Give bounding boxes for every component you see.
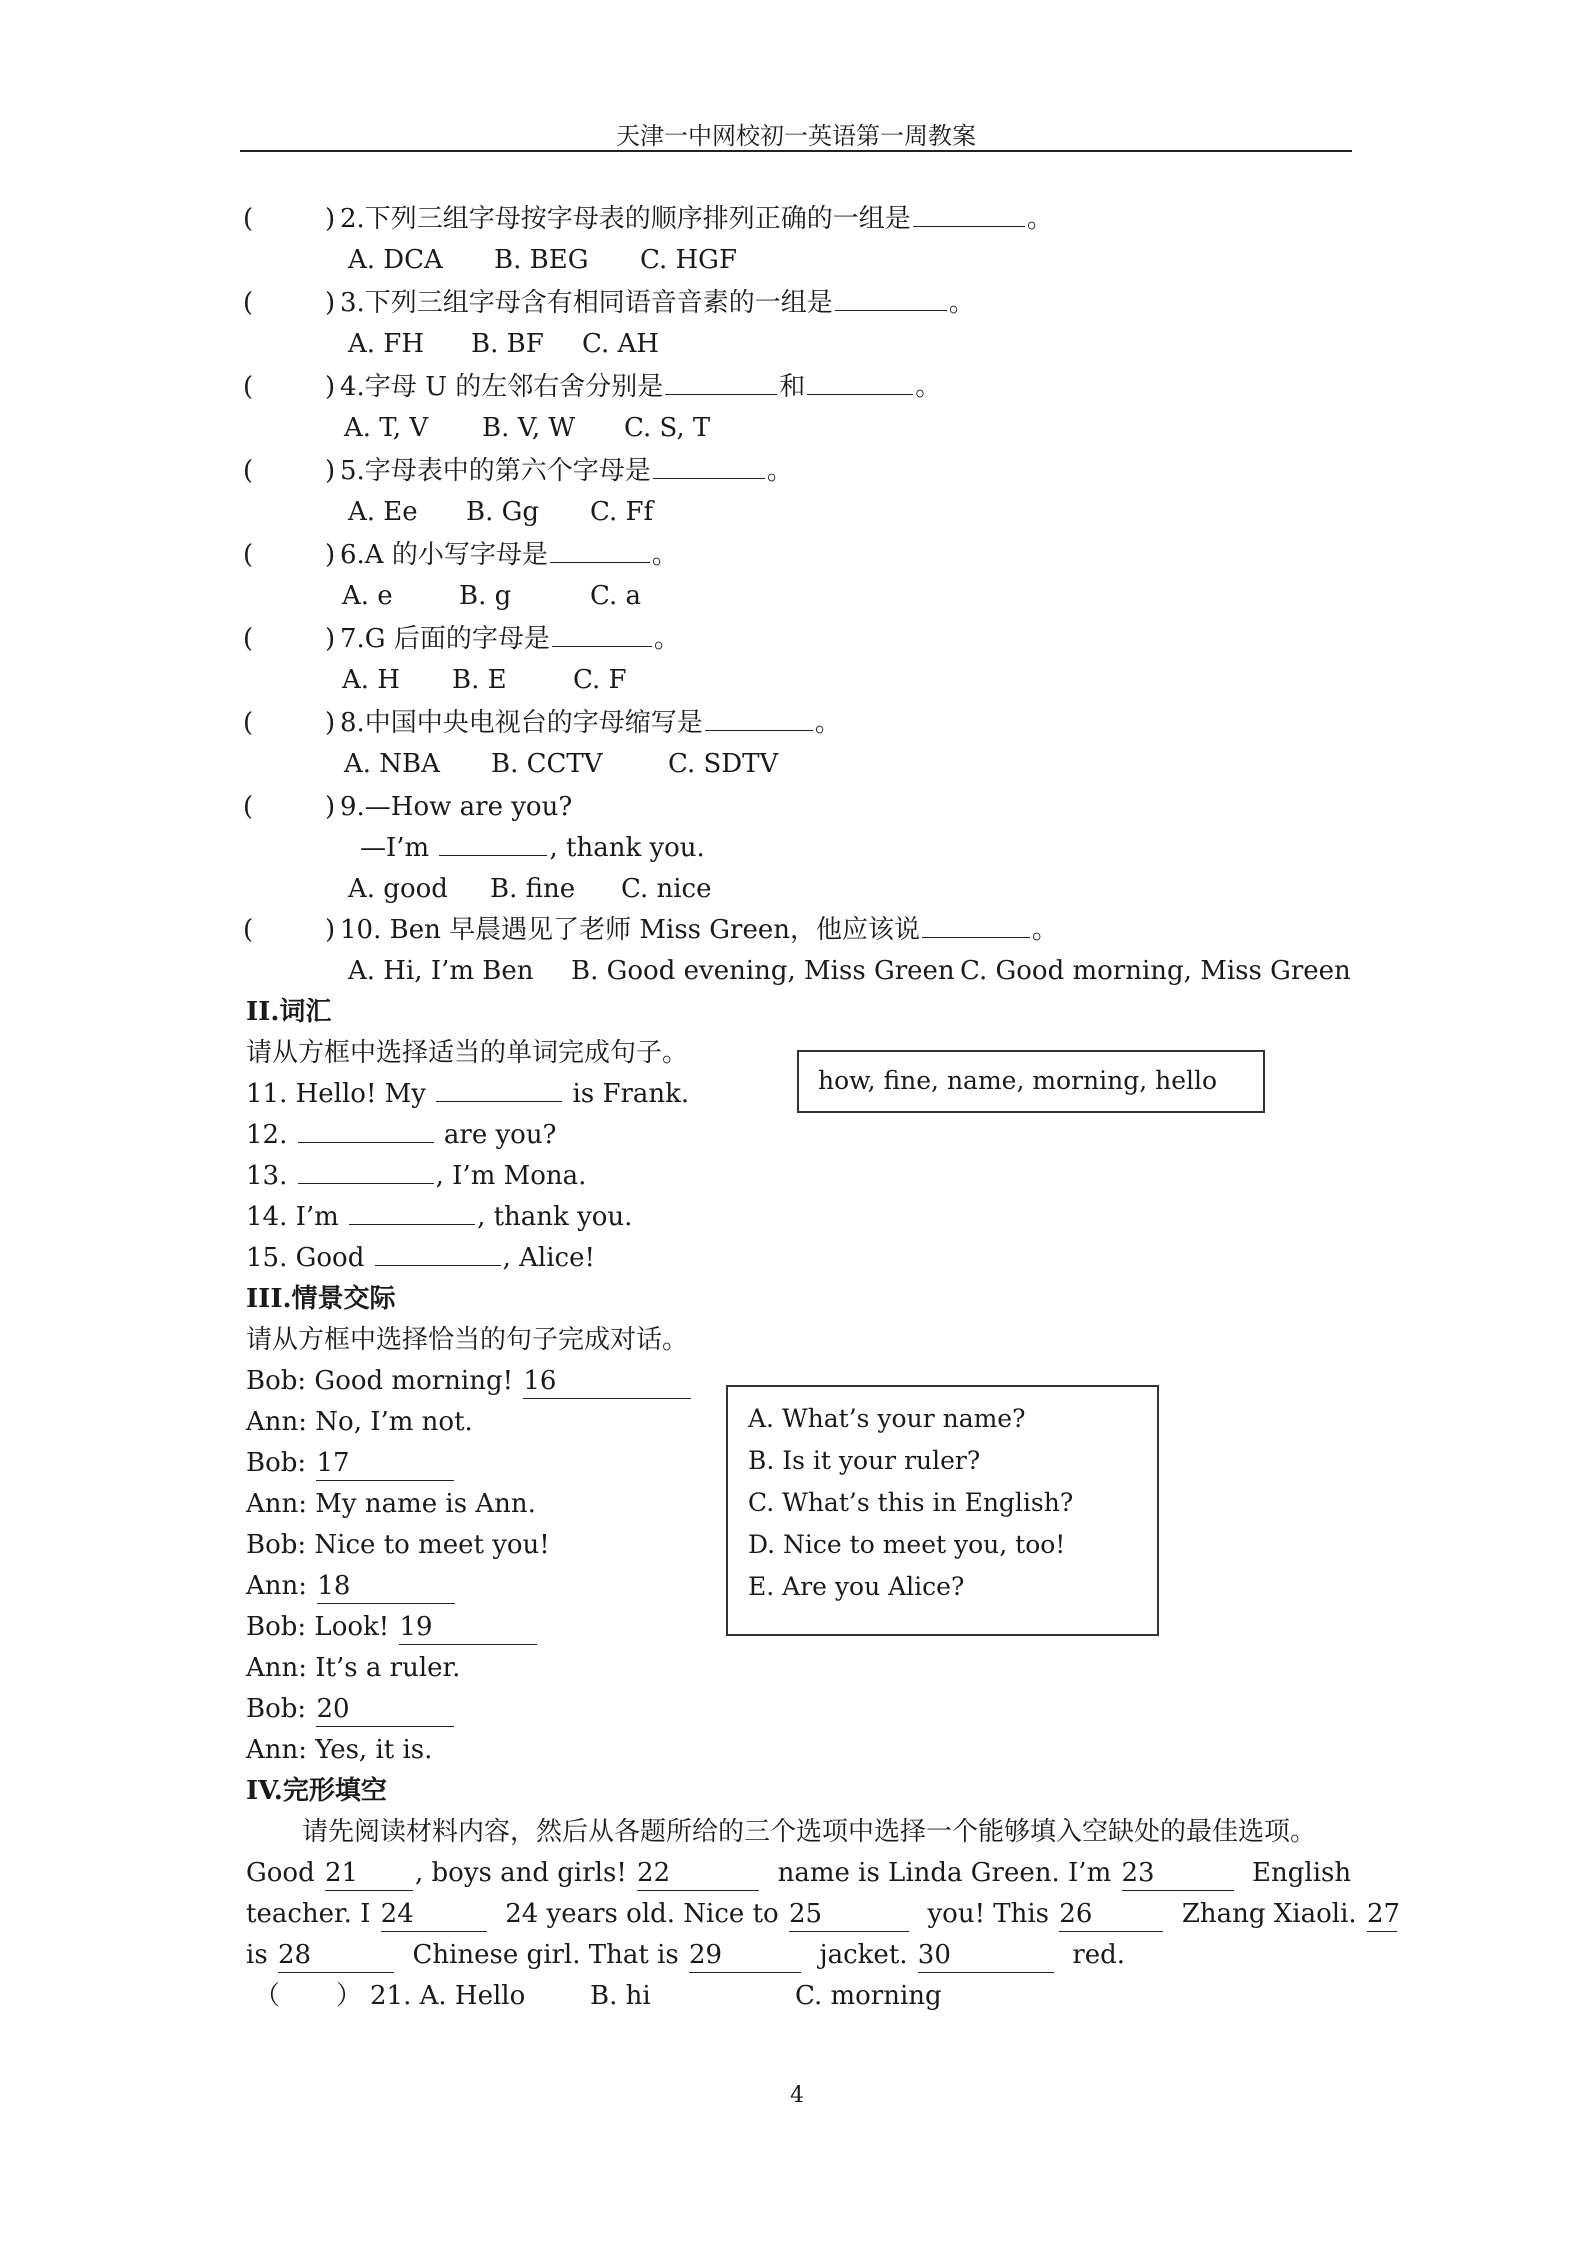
option-c[interactable]: C. Good morning, Miss Green <box>960 956 1351 986</box>
option-b[interactable]: B. Gg <box>466 497 540 527</box>
dialogue-line: Ann: No, I’m not. <box>246 1407 473 1437</box>
answer-blank[interactable] <box>922 913 1030 938</box>
option-c[interactable]: C. AH <box>582 329 659 359</box>
question-stem: 6.A 的小写字母是 。 <box>340 540 678 570</box>
option-c[interactable]: C. a <box>590 581 641 611</box>
dialogue-line: Bob: 20 <box>246 1692 456 1727</box>
answer-paren-close: ) <box>325 288 336 318</box>
answer-blank[interactable] <box>349 1200 475 1225</box>
sentence-option-b: B. Is it your ruler? <box>748 1446 981 1475</box>
answer-paren-open: ( <box>243 624 254 654</box>
sentence-option-e: E. Are you Alice? <box>748 1572 965 1601</box>
section-instruction: 请从方框中选择适当的单词完成句子。 <box>246 1038 689 1068</box>
numbered-blank-25[interactable]: 25 <box>789 1897 909 1932</box>
answer-blank[interactable] <box>665 370 777 395</box>
sentence-option-d: D. Nice to meet you, too! <box>748 1530 1066 1559</box>
answer-paren-open: ( <box>243 915 254 945</box>
answer-paren-close: ) <box>325 792 336 822</box>
numbered-blank-19[interactable]: 19 <box>399 1610 537 1645</box>
sentence-option-c: C. What’s this in English? <box>748 1488 1074 1517</box>
word-bank-text: how, fine, name, morning, hello <box>818 1066 1218 1095</box>
option-b[interactable]: B. fine <box>490 874 576 904</box>
vocab-item-13: 13. , I’m Mona. <box>246 1161 587 1191</box>
option-c[interactable]: C. morning <box>795 1981 942 2011</box>
answer-paren-close: ) <box>325 372 336 402</box>
option-a[interactable]: A. DCA <box>348 245 443 275</box>
vocab-item-15: 15. Good , Alice! <box>246 1243 595 1273</box>
answer-paren-close: ) <box>325 540 336 570</box>
answer-paren-open: ( <box>243 708 254 738</box>
numbered-blank-16[interactable]: 16 <box>523 1364 691 1399</box>
answer-paren-open: ( <box>243 456 254 486</box>
numbered-blank-30[interactable]: 30 <box>918 1938 1054 1973</box>
option-c[interactable]: C. SDTV <box>668 749 779 779</box>
answer-paren-close: ) <box>325 624 336 654</box>
option-c[interactable]: C. S, T <box>624 413 711 443</box>
numbered-blank-17[interactable]: 17 <box>316 1446 454 1481</box>
numbered-blank-20[interactable]: 20 <box>316 1692 454 1727</box>
dialogue-line: Ann: It’s a ruler. <box>246 1653 461 1683</box>
page-number: 4 <box>790 2083 804 2108</box>
question-stem: 2.下列三组字母按字母表的顺序排列正确的一组是 。 <box>340 204 1053 234</box>
question-stem: 10. Ben 早晨遇见了老师 Miss Green，他应该说 。 <box>340 915 1059 945</box>
option-a[interactable]: 21. A. Hello <box>370 1981 526 2011</box>
option-a[interactable]: A. H <box>342 665 400 695</box>
cloze-line-1: Good 21 , boys and girls! 22 name is Linda Green. I’m 23 English <box>246 1856 1351 1891</box>
answer-paren-close: ) <box>325 915 336 945</box>
dialogue-line: Ann: 18 <box>246 1569 457 1604</box>
option-b[interactable]: B. V, W <box>482 413 576 443</box>
option-b[interactable]: B. BF <box>471 329 544 359</box>
answer-blank[interactable] <box>705 706 813 731</box>
option-b[interactable]: B. g <box>459 581 512 611</box>
answer-blank[interactable] <box>298 1159 434 1184</box>
section-heading-vocabulary: II.词汇 <box>246 997 332 1027</box>
section-heading-dialogue: III.情景交际 <box>246 1284 396 1314</box>
answer-blank[interactable] <box>835 286 947 311</box>
option-c[interactable]: C. Ff <box>590 497 654 527</box>
vocab-item-12: 12. are you? <box>246 1120 557 1150</box>
option-a[interactable]: A. T, V <box>344 413 429 443</box>
vocab-item-14: 14. I’m , thank you. <box>246 1202 633 1232</box>
question-stem: 9.—How are you? <box>340 792 573 822</box>
answer-blank[interactable] <box>439 831 547 856</box>
answer-paren-close: ) <box>325 456 336 486</box>
question-stem: 3.下列三组字母含有相同语音音素的一组是 。 <box>340 288 975 318</box>
numbered-blank-21[interactable]: 21 <box>325 1856 413 1891</box>
cloze-line-2: teacher. I 24 24 years old. Nice to 25 you! This 26 Zhang Xiaoli. 27 <box>246 1897 1399 1932</box>
option-c[interactable]: C. HGF <box>640 245 737 275</box>
answer-paren-open: ( <box>243 792 254 822</box>
option-a[interactable]: A. e <box>342 581 393 611</box>
option-a[interactable]: A. Hi, I’m Ben <box>348 956 534 986</box>
header-rule <box>240 150 1352 152</box>
answer-blank[interactable] <box>552 622 652 647</box>
option-c[interactable]: C. F <box>573 665 627 695</box>
answer-paren-open: ( <box>243 204 254 234</box>
answer-blank[interactable] <box>436 1077 562 1102</box>
numbered-blank-27[interactable]: 27 <box>1367 1897 1397 1932</box>
dialogue-line: Bob: Look! 19 <box>246 1610 539 1645</box>
section-instruction: 请先阅读材料内容，然后从各题所给的三个选项中选择一个能够填入空缺处的最佳选项。 <box>302 1817 1317 1847</box>
answer-paren-open: ( <box>243 540 254 570</box>
answer-blank[interactable] <box>653 454 765 479</box>
section-heading-cloze: IV.完形填空 <box>246 1776 387 1806</box>
answer-paren-close: ) <box>325 708 336 738</box>
cloze-line-3: is 28 Chinese girl. That is 29 jacket. 30 red. <box>246 1938 1125 1973</box>
numbered-blank-23[interactable]: 23 <box>1122 1856 1234 1891</box>
answer-paren-open: （ <box>254 1981 281 2011</box>
section-instruction: 请从方框中选择恰当的句子完成对话。 <box>246 1325 689 1355</box>
answer-blank[interactable] <box>375 1241 501 1266</box>
answer-paren-open: ( <box>243 372 254 402</box>
numbered-blank-26[interactable]: 26 <box>1059 1897 1163 1932</box>
numbered-blank-22[interactable]: 22 <box>637 1856 759 1891</box>
answer-paren-open: ( <box>243 288 254 318</box>
option-b[interactable]: B. E <box>452 665 507 695</box>
question-stem: 7.G 后面的字母是 。 <box>340 624 680 654</box>
question-stem: 8.中国中央电视台的字母缩写是 。 <box>340 708 841 738</box>
answer-paren-close: ） <box>336 1981 363 2011</box>
numbered-blank-18[interactable]: 18 <box>317 1569 455 1604</box>
question-stem: 5.字母表中的第六个字母是 。 <box>340 456 793 486</box>
word-bank-box <box>797 1050 1265 1113</box>
option-a[interactable]: A. Ee <box>348 497 418 527</box>
option-a[interactable]: A. good <box>348 874 448 904</box>
option-b[interactable]: B. CCTV <box>491 749 603 779</box>
numbered-blank-28[interactable]: 28 <box>278 1938 394 1973</box>
page-header: 天津一中网校初一英语第一周教案 <box>616 122 976 150</box>
vocab-item-11: 11. Hello! My is Frank. <box>246 1079 690 1109</box>
sentence-option-a: A. What’s your name? <box>748 1404 1026 1433</box>
dialogue-line: Ann: Yes, it is. <box>246 1735 433 1765</box>
answer-blank[interactable] <box>913 202 1025 227</box>
answer-paren-close: ) <box>325 204 336 234</box>
answer-blank[interactable] <box>298 1118 434 1143</box>
option-b[interactable]: B. BEG <box>494 245 589 275</box>
option-b[interactable]: B. hi <box>590 1981 651 2011</box>
option-b[interactable]: B. Good evening, Miss Green <box>571 956 955 986</box>
sentence-bank-box <box>726 1385 1159 1636</box>
dialogue-line: Bob: Nice to meet you! <box>246 1530 550 1560</box>
dialogue-line: Bob: Good morning! 16 <box>246 1364 693 1399</box>
question-sub-line: —I’m , thank you. <box>360 833 705 863</box>
answer-blank[interactable] <box>807 370 913 395</box>
option-a[interactable]: A. NBA <box>344 749 440 779</box>
dialogue-line: Bob: 17 <box>246 1446 456 1481</box>
numbered-blank-29[interactable]: 29 <box>689 1938 801 1973</box>
option-c[interactable]: C. nice <box>621 874 712 904</box>
numbered-blank-24[interactable]: 24 <box>381 1897 487 1932</box>
dialogue-line: Ann: My name is Ann. <box>246 1489 536 1519</box>
answer-blank[interactable] <box>550 538 650 563</box>
option-a[interactable]: A. FH <box>348 329 425 359</box>
question-stem: 4.字母 U 的左邻右舍分别是 和 。 <box>340 372 942 402</box>
